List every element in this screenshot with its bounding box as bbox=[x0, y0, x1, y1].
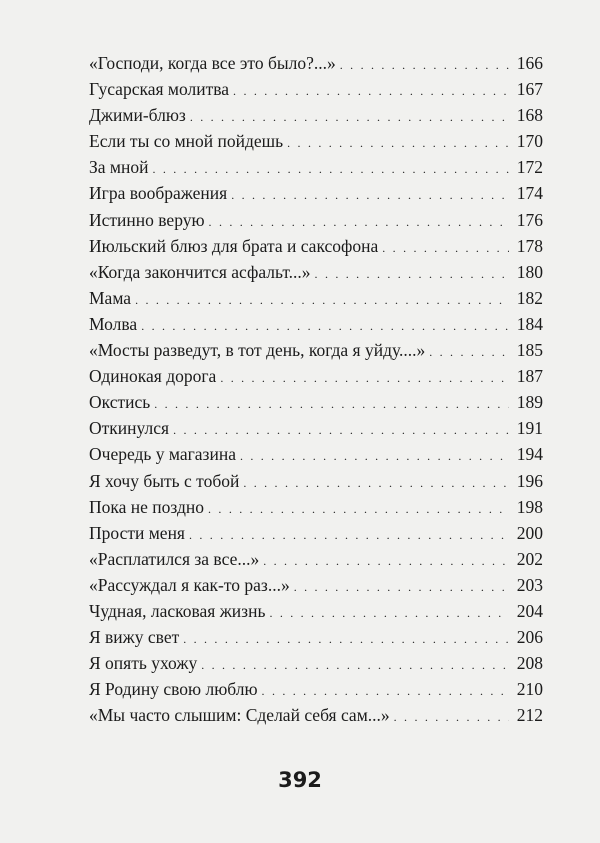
toc-entry bbox=[89, 154, 543, 180]
toc-leader-dots bbox=[287, 130, 509, 156]
toc-entry-title: Истинно верую bbox=[89, 209, 205, 230]
toc-entry bbox=[89, 311, 543, 337]
toc-entry-title: Прости меня bbox=[89, 522, 185, 543]
toc-entry bbox=[89, 598, 543, 624]
toc-entry bbox=[89, 207, 543, 233]
toc-entry-title: Чудная, ласковая жизнь bbox=[89, 600, 266, 621]
page-number: 392 bbox=[278, 768, 322, 792]
toc-entry-page: 208 bbox=[516, 653, 543, 674]
toc-entry bbox=[89, 650, 543, 676]
toc-leader-dots bbox=[189, 522, 509, 548]
toc-leader-dots bbox=[262, 678, 509, 704]
toc-entry-page: 196 bbox=[516, 470, 543, 491]
toc-leader-dots bbox=[141, 313, 509, 339]
toc-entry-page: 174 bbox=[516, 183, 543, 204]
toc-entry-page: 200 bbox=[516, 522, 543, 543]
toc-entry-title: Молва bbox=[89, 313, 138, 334]
toc-leader-dots bbox=[429, 339, 509, 365]
toc-entry-title: Откинулся bbox=[89, 418, 170, 439]
toc-entry-page: 170 bbox=[516, 131, 543, 152]
toc-entry-page: 191 bbox=[516, 418, 543, 439]
toc-entry-title: Очередь у магазина bbox=[89, 444, 236, 465]
toc-leader-dots bbox=[294, 574, 509, 600]
toc-entry-page: 182 bbox=[516, 287, 543, 308]
toc-entry bbox=[89, 102, 543, 128]
toc-entry-page: 198 bbox=[516, 496, 543, 517]
toc-entry-title: «Рассуждал я как-то раз...» bbox=[89, 574, 290, 595]
toc-entry-page: 206 bbox=[516, 627, 543, 648]
toc-entry-page: 194 bbox=[516, 444, 543, 465]
toc-leader-dots bbox=[233, 78, 509, 104]
toc-entry-title: Игра воображения bbox=[89, 183, 228, 204]
toc-entry-page: 172 bbox=[516, 157, 543, 178]
toc-leader-dots bbox=[190, 104, 509, 130]
toc-entry bbox=[89, 259, 543, 285]
toc-entry-title: Одинокая дорога bbox=[89, 366, 217, 387]
toc-entry bbox=[89, 50, 543, 76]
toc-leader-dots bbox=[263, 548, 509, 574]
toc-entry bbox=[89, 468, 543, 494]
toc-entry bbox=[89, 676, 543, 702]
toc-entry-title: Пока не поздно bbox=[89, 496, 205, 517]
toc-entry bbox=[89, 624, 543, 650]
toc-entry-page: 212 bbox=[516, 705, 543, 726]
toc-entry bbox=[89, 76, 543, 102]
toc-entry-title: «Расплатился за все...» bbox=[89, 548, 260, 569]
table-of-contents bbox=[89, 50, 543, 728]
toc-entry bbox=[89, 337, 543, 363]
toc-leader-dots bbox=[152, 156, 509, 182]
toc-leader-dots bbox=[231, 182, 509, 208]
toc-entry bbox=[89, 572, 543, 598]
toc-entry bbox=[89, 415, 543, 441]
toc-entry-page: 184 bbox=[516, 313, 543, 334]
toc-leader-dots bbox=[208, 496, 509, 522]
toc-entry-title: «Мы часто слышим: Сделай себя сам...» bbox=[89, 705, 390, 726]
toc-entry bbox=[89, 702, 543, 728]
toc-entry-page: 187 bbox=[516, 366, 543, 387]
toc-entry-title: Июльский блюз для брата и саксофона bbox=[89, 235, 379, 256]
toc-entry-title: За мной bbox=[89, 157, 149, 178]
toc-entry bbox=[89, 180, 543, 206]
toc-entry bbox=[89, 233, 543, 259]
toc-entry-page: 180 bbox=[516, 261, 543, 282]
toc-entry-page: 204 bbox=[516, 600, 543, 621]
toc-leader-dots bbox=[135, 287, 509, 313]
toc-entry-title: Гусарская молитва bbox=[89, 79, 230, 100]
toc-leader-dots bbox=[269, 600, 509, 626]
toc-entry-title: Я вижу свет bbox=[89, 627, 180, 648]
toc-leader-dots bbox=[201, 652, 509, 678]
toc-entry bbox=[89, 494, 543, 520]
toc-entry-title: Я Родину свою люблю bbox=[89, 679, 258, 700]
toc-entry-page: 185 bbox=[516, 340, 543, 361]
toc-leader-dots bbox=[240, 443, 509, 469]
toc-entry-title: Мама bbox=[89, 287, 132, 308]
toc-entry-page: 202 bbox=[516, 548, 543, 569]
toc-leader-dots bbox=[209, 209, 509, 235]
toc-entry-page: 210 bbox=[516, 679, 543, 700]
toc-entry bbox=[89, 363, 543, 389]
toc-entry bbox=[89, 441, 543, 467]
toc-leader-dots bbox=[154, 391, 509, 417]
toc-leader-dots bbox=[173, 417, 509, 443]
toc-leader-dots bbox=[382, 235, 509, 261]
toc-entry-title: «Мосты разведут, в тот день, когда я уйду....» bbox=[89, 340, 426, 361]
toc-entry-title: Джими-блюз bbox=[89, 105, 186, 126]
toc-entry-page: 189 bbox=[516, 392, 543, 413]
toc-leader-dots bbox=[220, 365, 509, 391]
toc-entry bbox=[89, 285, 543, 311]
toc-entry bbox=[89, 389, 543, 415]
toc-entry bbox=[89, 546, 543, 572]
toc-entry-page: 178 bbox=[516, 235, 543, 256]
toc-entry-page: 166 bbox=[516, 53, 543, 73]
toc-entry-title: Я опять ухожу bbox=[89, 653, 198, 674]
toc-leader-dots bbox=[243, 470, 509, 496]
toc-leader-dots bbox=[394, 704, 509, 730]
toc-leader-dots bbox=[315, 261, 509, 287]
toc-entry-page: 168 bbox=[516, 105, 543, 126]
toc-entry-page: 176 bbox=[516, 209, 543, 230]
toc-entry-page: 203 bbox=[516, 574, 543, 595]
toc-entry-title: Окстись bbox=[89, 392, 151, 413]
toc-leader-dots bbox=[340, 52, 509, 78]
toc-entry-title: «Когда закончится асфальт...» bbox=[89, 261, 311, 282]
toc-entry-page: 167 bbox=[516, 79, 543, 100]
toc-entry-title: Если ты со мной пойдешь bbox=[89, 131, 284, 152]
toc-entry bbox=[89, 128, 543, 154]
toc-entry bbox=[89, 520, 543, 546]
toc-entry-title: «Господи, когда все это было?...» bbox=[89, 53, 336, 73]
toc-leader-dots bbox=[183, 626, 509, 652]
toc-entry-title: Я хочу быть с тобой bbox=[89, 470, 240, 491]
